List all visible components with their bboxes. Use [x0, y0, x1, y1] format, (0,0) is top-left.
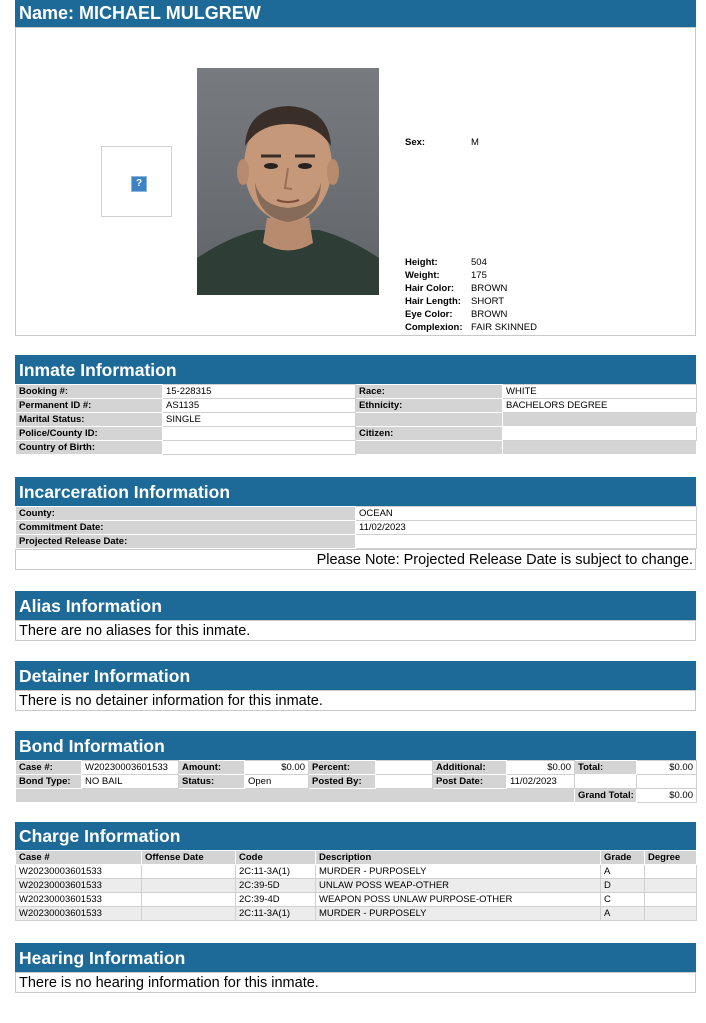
grand-total-label: Grand Total: — [575, 789, 637, 803]
charge-information-title: Charge Information — [15, 822, 696, 850]
bond-additional-value: $0.00 — [507, 761, 575, 775]
charge-degree — [645, 865, 697, 879]
charge-degree — [645, 907, 697, 921]
complexion-label: Complexion: — [405, 322, 463, 333]
race-value: WHITE — [503, 385, 697, 399]
bond-information-table — [15, 760, 697, 803]
height-value: 504 — [471, 257, 487, 268]
bond-status-label: Status: — [179, 775, 245, 789]
incarceration-information-title: Incarceration Information — [15, 477, 696, 506]
bond-case-value: W20230003601533 — [82, 761, 179, 775]
empty-cell — [575, 775, 637, 789]
inmate-information-section — [15, 355, 696, 455]
incarceration-information-section — [15, 477, 696, 570]
country-of-birth-label: Country of Birth: — [16, 441, 163, 455]
police-id-value — [163, 427, 356, 441]
eye-color-row — [405, 309, 507, 320]
sex-row — [405, 137, 479, 148]
hearing-information-title: Hearing Information — [15, 943, 696, 972]
charge-offense-date — [142, 907, 236, 921]
sex-label: Sex: — [405, 137, 426, 148]
profile-panel — [15, 27, 696, 336]
charge-information-section — [15, 822, 696, 921]
bond-total-label: Total: — [575, 761, 637, 775]
complexion-value: FAIR SKINNED — [471, 322, 537, 333]
charge-code: 2C:11-3A(1) — [236, 907, 316, 921]
bond-post-date-value: 11/02/2023 — [507, 775, 575, 789]
missing-image-icon: ? — [131, 176, 147, 192]
column-header: Degree — [645, 851, 697, 865]
incarceration-information-table — [15, 506, 697, 549]
charge-case: W20230003601533 — [16, 907, 142, 921]
eye-color-value: BROWN — [471, 309, 508, 320]
charge-offense-date — [142, 879, 236, 893]
hair-length-label: Hair Length: — [405, 296, 461, 307]
bond-type-value: NO BAIL — [82, 775, 179, 789]
bond-total-value: $0.00 — [637, 761, 697, 775]
charge-grade: D — [601, 879, 645, 893]
sex-value: M — [471, 137, 479, 148]
table-row — [16, 865, 697, 879]
police-id-label: Police/County ID: — [16, 427, 163, 441]
weight-value: 175 — [471, 270, 487, 281]
charge-description: UNLAW POSS WEAP-OTHER — [316, 879, 601, 893]
charge-description: MURDER - PURPOSELY — [316, 865, 601, 879]
marital-status-label: Marital Status: — [16, 413, 163, 427]
ethnicity-label: Ethnicity: — [356, 399, 503, 413]
citizen-value — [503, 427, 697, 441]
column-header: Offense Date — [142, 851, 236, 865]
charge-code: 2C:11-3A(1) — [236, 865, 316, 879]
charge-degree — [645, 893, 697, 907]
table-row — [16, 907, 697, 921]
inmate-information-table — [15, 384, 697, 455]
projected-release-value — [356, 535, 697, 549]
detainer-information-section — [15, 661, 696, 711]
charge-case: W20230003601533 — [16, 879, 142, 893]
bond-information-section — [15, 731, 696, 803]
bond-case-label: Case #: — [16, 761, 82, 775]
charge-grade: C — [601, 893, 645, 907]
hair-color-value: BROWN — [471, 283, 508, 294]
table-row — [16, 893, 697, 907]
empty-cell — [356, 441, 503, 455]
column-header: Grade — [601, 851, 645, 865]
hearing-information-section — [15, 943, 696, 993]
bond-posted-by-label: Posted By: — [309, 775, 376, 789]
permanent-id-value: AS1135 — [163, 399, 356, 413]
grand-total-spacer — [16, 789, 575, 803]
name-label: Name: — [19, 3, 75, 23]
charge-offense-date — [142, 865, 236, 879]
empty-cell — [503, 441, 697, 455]
empty-cell — [356, 413, 503, 427]
county-label: County: — [16, 507, 356, 521]
hair-color-label: Hair Color: — [405, 283, 455, 294]
charge-table-header — [16, 851, 697, 865]
charge-grade: A — [601, 907, 645, 921]
alias-message: There are no aliases for this inmate. — [15, 620, 696, 641]
table-row — [16, 879, 697, 893]
grand-total-value: $0.00 — [637, 789, 697, 803]
charge-code: 2C:39-4D — [236, 893, 316, 907]
bond-percent-label: Percent: — [309, 761, 376, 775]
height-label: Height: — [405, 257, 438, 268]
weight-row — [405, 270, 487, 281]
bond-information-title: Bond Information — [15, 731, 696, 760]
hair-length-row — [405, 296, 504, 307]
charge-case: W20230003601533 — [16, 865, 142, 879]
weight-label: Weight: — [405, 270, 440, 281]
column-header: Code — [236, 851, 316, 865]
eye-color-label: Eye Color: — [405, 309, 453, 320]
hair-color-row — [405, 283, 507, 294]
commitment-date-value: 11/02/2023 — [356, 521, 697, 535]
charge-grade: A — [601, 865, 645, 879]
charge-offense-date — [142, 893, 236, 907]
broken-image-placeholder — [101, 146, 172, 217]
permanent-id-label: Permanent ID #: — [16, 399, 163, 413]
bond-additional-label: Additional: — [433, 761, 507, 775]
charge-description: WEAPON POSS UNLAW PURPOSE-OTHER — [316, 893, 601, 907]
detainer-message: There is no detainer information for this inmate. — [15, 690, 696, 711]
commitment-date-label: Commitment Date: — [16, 521, 356, 535]
charge-degree — [645, 879, 697, 893]
bond-amount-label: Amount: — [179, 761, 245, 775]
bond-post-date-label: Post Date: — [433, 775, 507, 789]
charge-description: MURDER - PURPOSELY — [316, 907, 601, 921]
county-value: OCEAN — [356, 507, 697, 521]
empty-cell — [503, 413, 697, 427]
booking-value: 15-228315 — [163, 385, 356, 399]
country-of-birth-value — [163, 441, 356, 455]
column-header: Case # — [16, 851, 142, 865]
bond-percent-value — [376, 761, 433, 775]
projected-release-label: Projected Release Date: — [16, 535, 356, 549]
race-label: Race: — [356, 385, 503, 399]
bond-status-value: Open — [245, 775, 309, 789]
marital-status-value: SINGLE — [163, 413, 356, 427]
alias-information-title: Alias Information — [15, 591, 696, 620]
bond-amount-value: $0.00 — [245, 761, 309, 775]
column-header: Description — [316, 851, 601, 865]
bond-posted-by-value — [376, 775, 433, 789]
inmate-information-title: Inmate Information — [15, 355, 696, 384]
empty-cell — [637, 775, 697, 789]
charge-table — [15, 850, 697, 921]
charge-case: W20230003601533 — [16, 893, 142, 907]
name-banner — [15, 0, 696, 27]
complexion-row — [405, 322, 537, 333]
release-date-note: Please Note: Projected Release Date is subject to change. — [15, 549, 696, 570]
bond-type-label: Bond Type: — [16, 775, 82, 789]
mugshot-photo — [197, 68, 379, 295]
inmate-name: MICHAEL MULGREW — [79, 3, 261, 23]
booking-label: Booking #: — [16, 385, 163, 399]
hearing-message: There is no hearing information for this inmate. — [15, 972, 696, 993]
citizen-label: Citizen: — [356, 427, 503, 441]
ethnicity-value: BACHELORS DEGREE — [503, 399, 697, 413]
detainer-information-title: Detainer Information — [15, 661, 696, 690]
charge-code: 2C:39-5D — [236, 879, 316, 893]
hair-length-value: SHORT — [471, 296, 505, 307]
alias-information-section — [15, 591, 696, 641]
height-row — [405, 257, 487, 268]
